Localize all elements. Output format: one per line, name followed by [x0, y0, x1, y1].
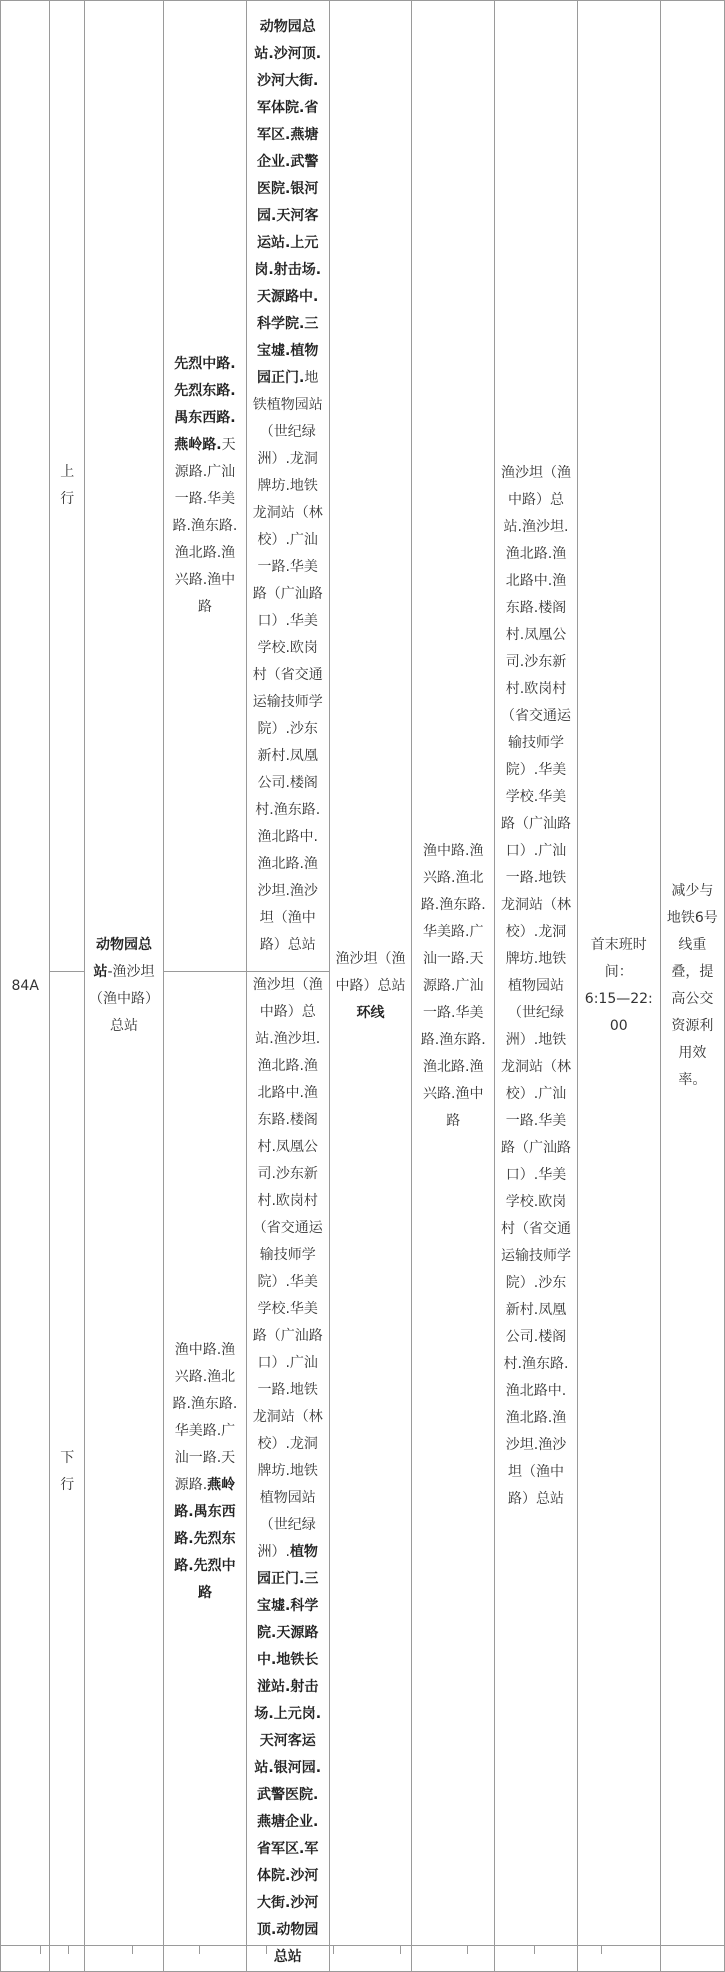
- original-terminus-cell: [85, 1, 164, 1972]
- new-route-down-normal: 渔沙坦（渔中路）总站.渔沙坦.渔北路.渔北路中.渔东路.楼阁村.凤凰公司.沙东新村.欧岗村（省交通运输技师学院）.华美学校.华美路（广汕路口）.广汕一路.地铁龙洞站（林校）.龙洞牌坊.地铁植物园站（世纪绿洲）.: [252, 977, 323, 1560]
- new-terminus-normal: 渔沙坦（渔中路）总站: [335, 950, 406, 994]
- route-row-up: [1, 1, 725, 972]
- adjustment-reason-cell: 减少与地铁6号线重叠，提高公交资源利用效率。: [660, 1, 724, 1972]
- old-route-up-cell: [164, 1, 247, 972]
- new-terminus-cell: [329, 1, 412, 1972]
- old-route-down-bold: 燕岭路.禺东西路.先烈东路.先烈中路: [174, 1476, 236, 1601]
- new-route-down-bold: 植物园正门.三宝墟.科学院.天源路中.地铁长湴站.射击场.上元岗.天河客运站.银河园.武警医院.燕塘企业.省军区.军体院.沙河大街.沙河顶.动物园总站: [254, 1544, 322, 1965]
- old-route-up-normal: 天源路.广汕一路.华美路.渔东路.渔北路.渔兴路.渔中路: [172, 437, 238, 615]
- new-route-up-normal: 地铁植物园站（世纪绿洲）.龙洞牌坊.地铁龙洞站（林校）.广汕一路.华美路（广汕路口）.华美学校.欧岗村（省交通运输技师学院）.沙东新村.凤凰公司.楼阁村.渔东路.渔北路中.渔北路.渔沙坦.渔沙坦（渔中路）总站: [252, 369, 323, 953]
- loop-stops-cell: 渔沙坦（渔中路）总站.渔沙坦.渔北路.渔北路中.渔东路.楼阁村.凤凰公司.沙东新村.欧岗村（省交通运输技师学院）.华美学校.华美路（广汕路口）.广汕一路.地铁龙洞站（林校）.龙洞牌坊.地铁植物园站（世纪绿洲）.地铁龙洞站（林校）.广汕一路.华美路（广汕路口）.华美学校.欧岗村（省交通运输技师学院）.沙东新村.凤凰公司.楼阁村.渔东路.渔北路中.渔北路.渔沙坦.渔沙坦（渔中路）总站: [495, 1, 578, 1972]
- service-time-label: 首末班时间：: [590, 937, 647, 980]
- direction-label-up: 上行: [50, 1, 85, 972]
- route-number-cell: 84A: [1, 1, 50, 1972]
- original-terminus-normal: -渔沙坦（渔中路）总站: [89, 964, 160, 1034]
- loop-streets-cell: 渔中路.渔兴路.渔北路.渔东路.华美路.广汕一路.天源路.广汕一路.华美路.渔东路.渔北路.渔兴路.渔中路: [412, 1, 495, 1972]
- old-route-up-bold: 先烈中路.先烈东路.禺东西路.燕岭路.: [174, 356, 236, 453]
- new-route-up-cell: [246, 1, 329, 972]
- new-terminus-bold: 环线: [356, 1004, 385, 1021]
- service-time-cell: [577, 1, 660, 1972]
- new-route-down-cell: [246, 972, 329, 1972]
- old-route-down-cell: [164, 972, 247, 1972]
- old-route-down-normal: 渔中路.渔兴路.渔北路.渔东路.华美路.广汕一路.天源路.: [172, 1341, 238, 1493]
- direction-label-down: 下行: [50, 972, 85, 1972]
- original-terminus-bold: 动物园总站: [93, 937, 153, 980]
- service-time-value: 6:15—22:00: [584, 991, 653, 1034]
- new-route-up-bold: 动物园总站.沙河顶.沙河大街.军体院.省军区.燕塘企业.武警医院.银河园.天河客运站.上元岗.射击场.天源路中.科学院.三宝墟.植物园正门.: [254, 18, 322, 386]
